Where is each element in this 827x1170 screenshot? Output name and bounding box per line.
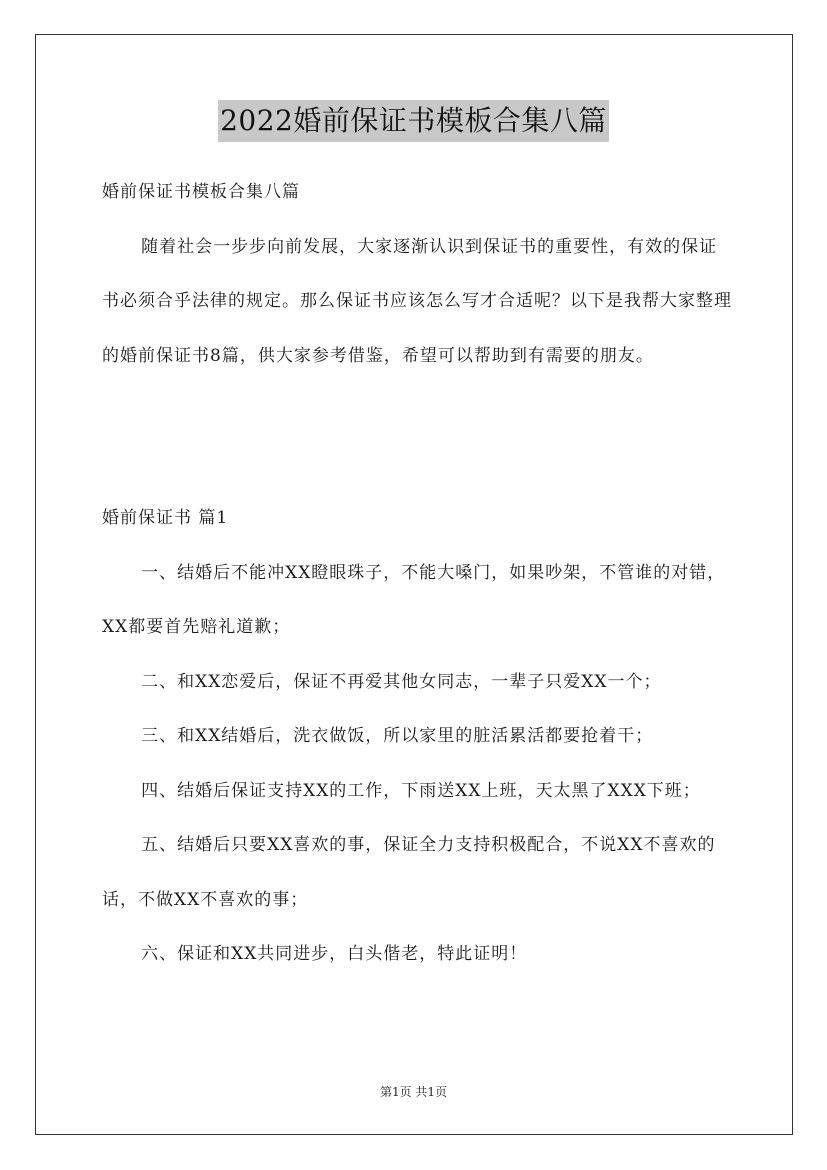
section-heading: 婚前保证书 篇1 [102, 508, 229, 528]
document-body [102, 165, 732, 383]
pledge-item: 六、保证和XX共同进步，白头偕老，特此证明！ [141, 944, 528, 964]
pledge-item: 三、和XX结婚后，洗衣做饭，所以家里的脏活累活都要抢着干； [141, 726, 654, 746]
pledge-item: 五、结婚后只要XX喜欢的事，保证全力支持积极配合，不说XX不喜欢的话，不做XX不喜欢的事； [102, 835, 716, 910]
document-title: 2022婚前保证书模板合集八篇 [218, 100, 609, 142]
page-footer [0, 1083, 827, 1100]
intro-paragraph: 随着社会一步步向前发展，大家逐渐认识到保证书的重要性，有效的保证书必须合乎法律的规定。那么保证书应该怎么写才合适呢？以下是我帮大家整理的婚前保证书8篇，供大家参考借鉴，希望可以帮助到有需要的朋友。 [102, 236, 732, 366]
pledge-item: 一、结婚后不能冲XX瞪眼珠子，不能大嗓门，如果吵架，不管谁的对错，XX都要首先赔礼道歉； [102, 562, 726, 637]
section-1 [102, 491, 732, 982]
pledge-item: 四、结婚后保证支持XX的工作，下雨送XX上班，天太黑了XXX下班； [141, 780, 701, 801]
title-container [0, 100, 827, 142]
subtitle: 婚前保证书模板合集八篇 [102, 182, 300, 202]
page-number: 第1页 共1页 [379, 1085, 448, 1099]
pledge-item: 二、和XX恋爱后，保证不再爱其他女同志，一辈子只爱XX一个； [141, 671, 662, 692]
